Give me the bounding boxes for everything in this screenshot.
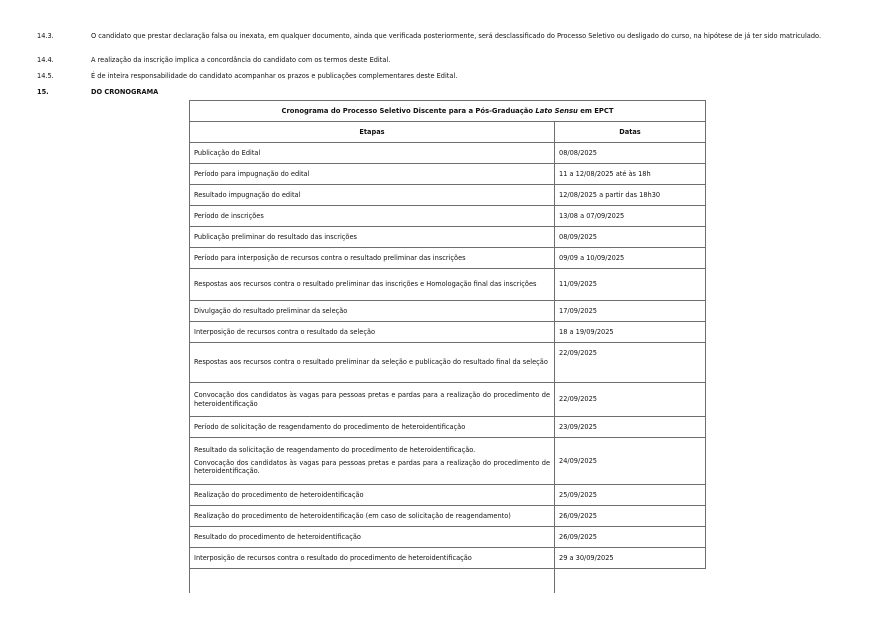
table-title-part: em EPCT xyxy=(577,106,614,115)
table-row xyxy=(190,269,706,301)
section-heading-cronograma xyxy=(37,88,859,97)
table-row xyxy=(190,485,706,506)
table-header-row xyxy=(190,122,706,143)
etapa-cell: Período de solicitação de reagendamento do procedimento de heteroidentificação xyxy=(190,417,555,438)
table-row-continuation xyxy=(190,569,706,594)
etapa-cell: Interposição de recursos contra o resultado do procedimento de heteroidentificação xyxy=(190,548,555,569)
table-title xyxy=(190,101,706,122)
etapa-cell xyxy=(190,438,555,485)
clause-number: 14.3. xyxy=(37,32,54,40)
etapa-cell: Período para interposição de recursos contra o resultado preliminar das inscrições xyxy=(190,248,555,269)
data-cell: 24/09/2025 xyxy=(555,438,706,485)
table-row xyxy=(190,301,706,322)
data-cell: 09/09 a 10/09/2025 xyxy=(555,248,706,269)
table-row xyxy=(190,417,706,438)
empty-cell xyxy=(555,569,706,594)
table-row xyxy=(190,248,706,269)
etapa-cell: Respostas aos recursos contra o resultado preliminar das inscrições e Homologação final das inscrições xyxy=(190,269,555,301)
clause-text: A realização da inscrição implica a concordância do candidato com os termos deste Edital. xyxy=(91,56,391,64)
section-title: DO CRONOGRAMA xyxy=(91,88,159,96)
table-row xyxy=(190,322,706,343)
etapa-cell: Respostas aos recursos contra o resultado preliminar da seleção e publicação do resultado final da seleção xyxy=(190,343,555,383)
data-cell: 25/09/2025 xyxy=(555,485,706,506)
table-title-italic: Lato Sensu xyxy=(535,106,578,115)
table-row xyxy=(190,438,706,485)
data-cell: 29 a 30/09/2025 xyxy=(555,548,706,569)
data-cell: 08/08/2025 xyxy=(555,143,706,164)
data-cell: 23/09/2025 xyxy=(555,417,706,438)
column-header-etapas: Etapas xyxy=(190,122,555,143)
clause-number: 14.4. xyxy=(37,56,54,64)
data-cell: 18 a 19/09/2025 xyxy=(555,322,706,343)
etapa-cell: Convocação dos candidatos às vagas para pessoas pretas e pardas para a realização do procedimento de heteroidentificação xyxy=(190,383,555,417)
table-row xyxy=(190,143,706,164)
data-cell: 12/08/2025 a partir das 18h30 xyxy=(555,185,706,206)
table-row xyxy=(190,227,706,248)
data-cell: 17/09/2025 xyxy=(555,301,706,322)
table-row xyxy=(190,506,706,527)
etapa-cell: Publicação do Edital xyxy=(190,143,555,164)
table-title-row xyxy=(190,101,706,122)
etapa-cell: Realização do procedimento de heteroidentificação xyxy=(190,485,555,506)
table-row xyxy=(190,383,706,417)
etapa-cell: Publicação preliminar do resultado das inscrições xyxy=(190,227,555,248)
schedule-table xyxy=(189,100,706,593)
table-row xyxy=(190,548,706,569)
data-cell: 26/09/2025 xyxy=(555,527,706,548)
clause-14-5 xyxy=(37,72,859,81)
data-cell: 11/09/2025 xyxy=(555,269,706,301)
column-header-datas: Datas xyxy=(555,122,706,143)
etapa-cell: Período para impugnação do edital xyxy=(190,164,555,185)
etapa-cell: Resultado do procedimento de heteroidentificação xyxy=(190,527,555,548)
table-row xyxy=(190,343,706,383)
section-number: 15. xyxy=(37,88,49,96)
clause-text: É de inteira responsabilidade do candidato acompanhar os prazos e publicações complementares deste Edital. xyxy=(91,72,458,80)
data-cell: 13/08 a 07/09/2025 xyxy=(555,206,706,227)
data-cell: 26/09/2025 xyxy=(555,506,706,527)
table-title-part: Cronograma do Processo Seletivo Discente para a Pós-Graduação xyxy=(281,106,536,115)
data-cell: 22/09/2025 xyxy=(555,383,706,417)
etapa-cell: Realização do procedimento de heteroidentificação (em caso de solicitação de reagendamento) xyxy=(190,506,555,527)
empty-cell xyxy=(190,569,555,594)
table-row xyxy=(190,527,706,548)
etapa-cell: Divulgação do resultado preliminar da seleção xyxy=(190,301,555,322)
etapa-cell: Resultado impugnação do edital xyxy=(190,185,555,206)
etapa-cell: Período de inscrições xyxy=(190,206,555,227)
clause-14-3 xyxy=(37,32,859,41)
table-row xyxy=(190,164,706,185)
clause-text: O candidato que prestar declaração falsa ou inexata, em qualquer documento, ainda que verificada posteriormente, será desclassificado do Processo Seletivo ou desligado do curso, na hipótese de já ter sido matriculado. xyxy=(91,32,822,40)
clause-14-4 xyxy=(37,56,859,65)
clause-number: 14.5. xyxy=(37,72,54,80)
data-cell: 22/09/2025 xyxy=(555,343,706,383)
etapa-paragraph: Resultado da solicitação de reagendamento do procedimento de heteroidentificação. xyxy=(194,446,476,455)
etapa-cell: Interposição de recursos contra o resultado da seleção xyxy=(190,322,555,343)
table-row xyxy=(190,206,706,227)
data-cell: 08/09/2025 xyxy=(555,227,706,248)
table-row xyxy=(190,185,706,206)
data-cell: 11 a 12/08/2025 até às 18h xyxy=(555,164,706,185)
etapa-paragraph: Convocação dos candidatos às vagas para pessoas pretas e pardas para a realização do procedimento de heteroidentificação. xyxy=(194,458,550,476)
